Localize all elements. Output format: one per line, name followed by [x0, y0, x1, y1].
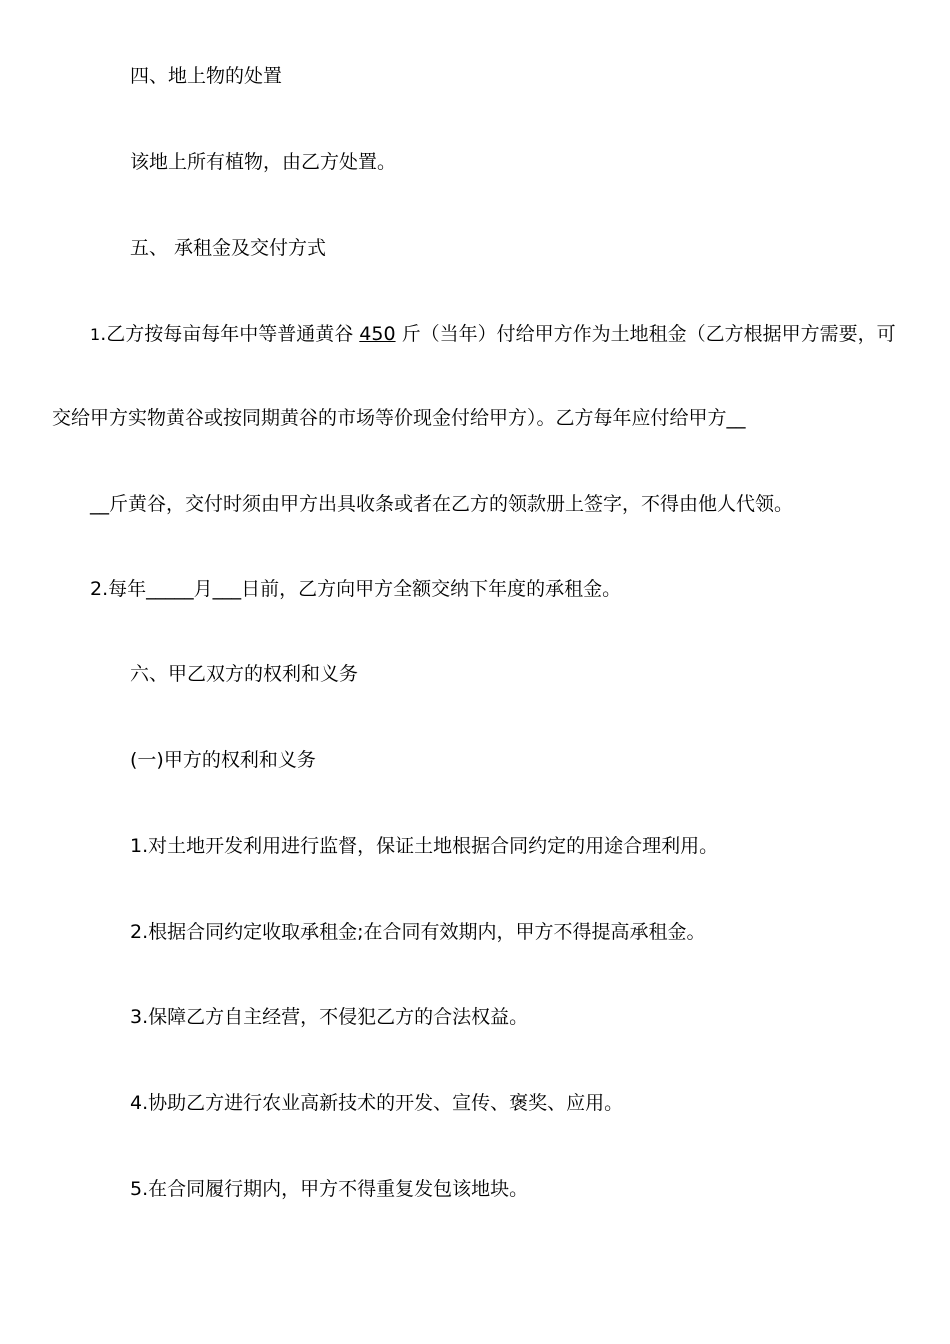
section-heading-4: 四、地上物的处置 [130, 65, 283, 87]
paragraph-rent-clause-1-cont: 交给甲方实物黄谷或按同期黄谷的市场等价现金付给甲方）。乙方每年应付给甲方__ [52, 407, 746, 429]
paragraph-rent-clause-2: 2.每年_____月___日前，乙方向甲方全额交纳下年度的承租金。 [90, 578, 622, 600]
section-heading-5: 五、 承租金及交付方式 [130, 237, 327, 259]
paragraph-rent-clause-1 [90, 322, 896, 347]
clause-number: 1 [90, 325, 101, 344]
party-a-item-5: 5.在合同履行期内，甲方不得重复发包该地块。 [130, 1178, 529, 1200]
party-a-item-3: 3.保障乙方自主经营，不侵犯乙方的合法权益。 [130, 1006, 529, 1028]
subsection-heading-party-a: (一)甲方的权利和义务 [130, 749, 316, 771]
paragraph-rent-clause-1-end: __斤黄谷，交付时须由甲方出具收条或者在乙方的领款册上签字，不得由他人代领。 [90, 493, 794, 515]
clause-text-start: .乙方按每亩每年中等普通黄谷 [100, 323, 360, 345]
party-a-item-2: 2.根据合同约定收取承租金;在合同有效期内，甲方不得提高承租金。 [130, 921, 706, 943]
party-a-item-4: 4.协助乙方进行农业高新技术的开发、宣传、褒奖、应用。 [130, 1092, 624, 1114]
clause-text-end: 斤（当年）付给甲方作为土地租金（乙方根据甲方需要，可 [395, 323, 896, 345]
section-heading-6: 六、甲乙双方的权利和义务 [130, 663, 359, 685]
party-a-item-1: 1.对土地开发利用进行监督，保证土地根据合同约定的用途合理利用。 [130, 835, 719, 857]
paragraph-plants: 该地上所有植物，由乙方处置。 [130, 151, 397, 173]
rent-amount: 450 [359, 323, 396, 345]
